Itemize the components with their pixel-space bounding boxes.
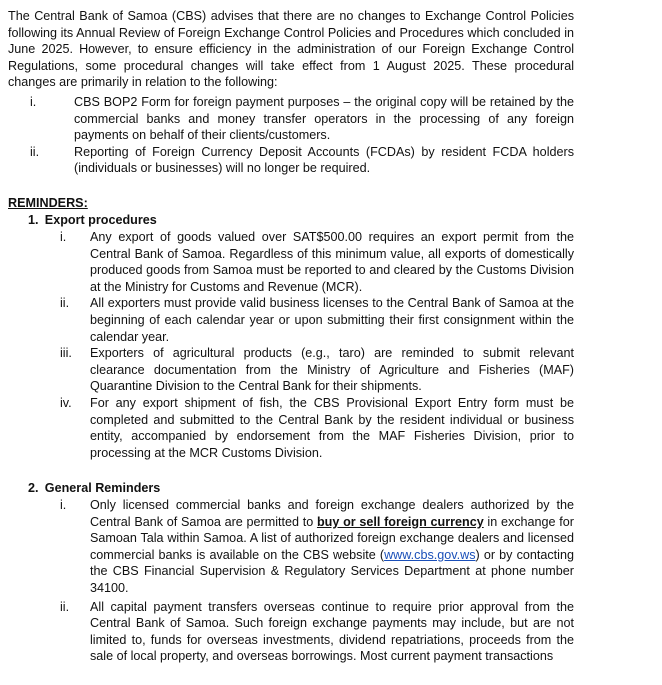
intro-paragraph: The Central Bank of Samoa (CBS) advises that there are no changes to Exchange Control Policies following its Annual Review of Foreign Exchange Control Policies and Procedures which concluded in June 2025. However, to ensure efficiency in the administration of our Foreign Exchange Control Regulations, some procedural changes will take effect from 1 August 2025. These procedural changes are primarily in relation to the following: bbox=[8, 9, 574, 90]
list-item-text: CBS BOP2 Form for foreign payment purposes – the original copy will be retained by the commercial banks and money transfer operators in the processing of any foreign payments on behalf of their clients/customers. bbox=[74, 95, 574, 143]
list-item-number: ii. bbox=[60, 599, 70, 614]
list-item-number: iii. bbox=[60, 346, 72, 361]
list-item-number: i. bbox=[60, 498, 67, 512]
list-item bbox=[60, 395, 574, 461]
list-item bbox=[60, 295, 574, 345]
intro-list bbox=[8, 94, 574, 177]
list-item-text: Exporters of agricultural products (e.g., taro) are reminded to submit relevant clearance documentation from the Ministry of Agriculture and Fisheries (MAF) Quarantine Division to the Central Bank for their shipments. bbox=[90, 346, 574, 394]
general-reminders-list bbox=[60, 497, 574, 665]
list-item-number: ii. bbox=[30, 144, 40, 159]
section-title-export: 1. Export procedures bbox=[28, 213, 157, 227]
list-item-text: For any export shipment of fish, the CBS Provisional Export Entry form must be completed and submitted to the Central Bank by the resident individual or business entity, accompanied by endorsement from the MAF Fisheries Division, prior to processing at the MCR Customs Division. bbox=[90, 395, 574, 460]
list-item-number: i. bbox=[30, 95, 37, 109]
text-run: in exchange for Samoan Tala within Samoa. A list of authorized foreign exchange dealers and licensed commercial banks is available on the CBS website ( bbox=[90, 514, 574, 562]
list-item-number: i. bbox=[60, 230, 67, 244]
list-item bbox=[60, 599, 574, 665]
list-item bbox=[8, 94, 574, 144]
list-item-text: Any export of goods valued over SAT$500.00 requires an export permit from the Central Bank of Samoa. Regardless of this minimum value, all exports of domestically produced goods from Samoa must be reported to and cleared by the Customs Division at the Ministry for Customs and Revenue (MCR). bbox=[90, 230, 574, 294]
emphasis-text: buy or sell foreign currency bbox=[316, 514, 484, 529]
list-item-number: iv. bbox=[60, 395, 72, 410]
list-item bbox=[8, 144, 574, 177]
text-run: ) or by contacting the CBS Financial Supervision & Regulatory Services Department at phone number 34100. bbox=[90, 547, 574, 595]
list-item-text: All capital payment transfers overseas continue to require prior approval from the Central Bank of Samoa. Such foreign exchange payments may include, but are not limited to, funds for overseas investments, dividend repatriations, proceeds from the sale of local property, and overseas borrowings. Most current payment transactions bbox=[90, 599, 574, 664]
list-item-text bbox=[90, 497, 574, 597]
list-item-text: All exporters must provide valid business licenses to the Central Bank of Samoa at the beginning of each calendar year or upon submitting their first consignment within the calendar year. bbox=[90, 296, 574, 344]
section-title-general: 2. General Reminders bbox=[28, 481, 161, 495]
reminders-heading: REMINDERS: bbox=[8, 196, 88, 210]
list-item-text: Reporting of Foreign Currency Deposit Accounts (FCDAs) by resident FCDA holders (individuals or businesses) will no longer be required. bbox=[74, 144, 574, 176]
export-procedures-list bbox=[60, 229, 574, 461]
list-item bbox=[60, 345, 574, 395]
list-item bbox=[60, 497, 574, 597]
text-run: Only licensed commercial banks and foreign exchange dealers authorized by the Central Bank of Samoa are permitted to bbox=[90, 498, 574, 529]
cbs-website-link[interactable]: www.cbs.gov.ws bbox=[384, 547, 476, 562]
list-item-number: ii. bbox=[60, 296, 70, 311]
list-item bbox=[60, 229, 574, 295]
